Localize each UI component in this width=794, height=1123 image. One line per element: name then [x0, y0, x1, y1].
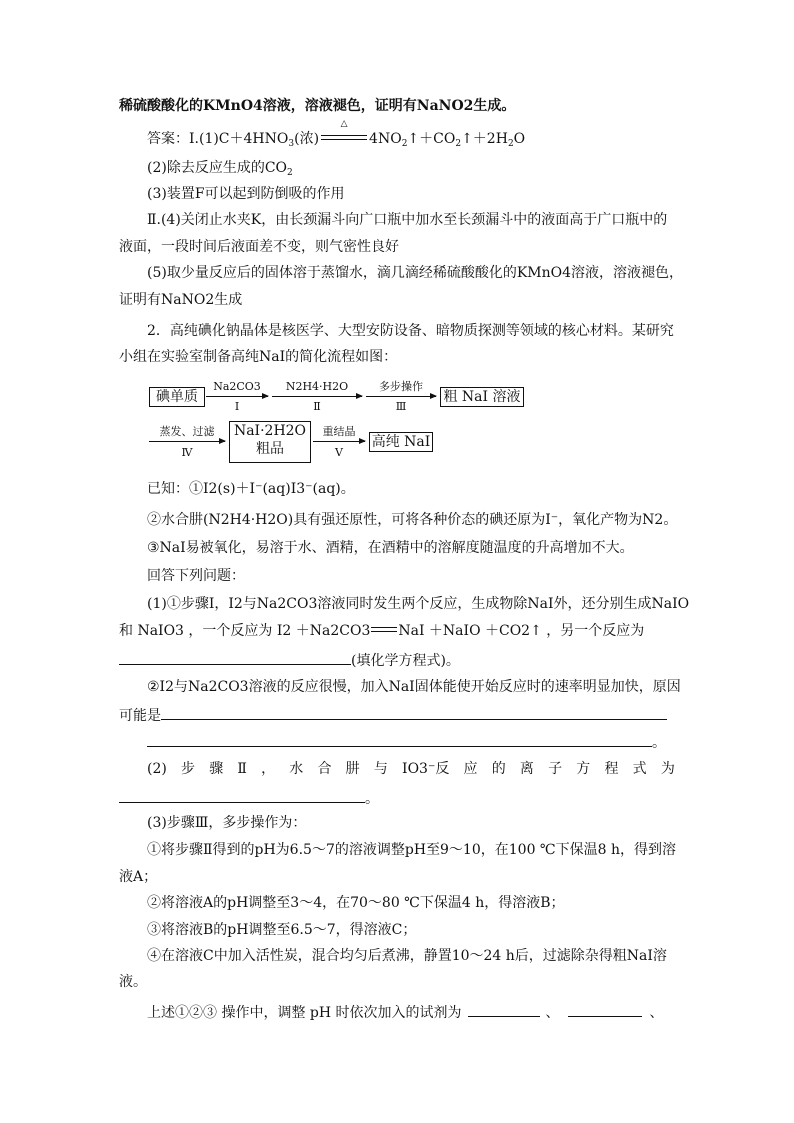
- answer-blank-5[interactable]: [468, 1001, 540, 1017]
- flow-arrow1-step: Ⅰ: [234, 400, 240, 413]
- s3-step1-a: ①将步骤Ⅱ得到的pH为6.5～7的溶液调整pH至9～10，在100 ℃下保温8 h，得到溶: [147, 842, 676, 858]
- answer-line-1: 答案：$Ⅰ.(1)C+4HNO_3$(浓) △ $4NO_2↑+CO_2↑+2H_2O$: [147, 119, 526, 149]
- s3-step2: ②将溶液A的pH调整至3～4，在70～80 ℃下保温4 h，得溶液B；: [147, 895, 565, 911]
- flow-crude-solution-box: 粗 NaI 溶液: [440, 387, 524, 407]
- answer-line-3: (3)装置F可以起到防倒吸的作用: [147, 186, 345, 202]
- reaction-condition-sign: △: [319, 129, 369, 149]
- answer-label: 答案：: [147, 131, 189, 147]
- flow-crude-label: 粗品: [256, 441, 284, 457]
- known-2: ②水合肼(N2H4·H2O)具有强还原性，可将各种价态的碘还原为I⁻，氧化产物为N2。: [147, 512, 678, 528]
- answer-line-2: (2)除去反应生成的$CO_2$: [147, 160, 293, 178]
- intro-end-text: 稀硫酸酸化的KMnO4溶液，溶液褪色，证明有NaNO2生成。: [119, 98, 516, 114]
- ask-line: 回答下列问题：: [147, 568, 245, 584]
- s3-step3: ③将溶液B的pH调整至6.5～7，得溶液C；: [147, 922, 417, 938]
- flow-arrow4-label: 蒸发、过滤: [159, 425, 215, 438]
- flow-arrow3-label: 多步操作: [379, 380, 423, 393]
- answer-line-4a: Ⅱ.(4)关闭止水夹K，由长颈漏斗向广口瓶中加水至长颈漏斗中的液面高于广口瓶中的: [147, 212, 668, 228]
- answer-line-4b: 液面，一段时间后液面差不变，则气密性良好: [119, 239, 399, 255]
- flow-arrow2-step: Ⅱ: [313, 400, 321, 413]
- s1-line-f: 。: [147, 731, 675, 753]
- equals-sign: [371, 627, 397, 632]
- s3-step1-b: 液A；: [119, 869, 158, 885]
- flow-start-box: 碘单质: [149, 387, 205, 407]
- s1-line-c: (填化学方程式)。: [119, 649, 675, 671]
- answer-blank-1[interactable]: [119, 649, 351, 665]
- flow-arrow-5: [313, 441, 365, 442]
- answer-blank-2[interactable]: [161, 704, 667, 720]
- flow-arrow-2: [272, 396, 362, 397]
- flow-arrow5-step: Ⅴ: [335, 446, 343, 459]
- s3-head: (3)步骤Ⅲ，多步操作为：: [147, 815, 307, 831]
- s1-line-b: 和 NaIO3 ，一个反应为 I2 ＋Na2CO3 NaI ＋NaIO ＋CO2↑ ，另一个反应为: [119, 623, 645, 639]
- flow-arrow-1: [206, 396, 268, 397]
- answer-line-5b: 证明有NaNO2生成: [119, 292, 243, 308]
- flow-arrow-3: [366, 396, 436, 397]
- flow-crude-product-box: [229, 421, 311, 463]
- flow-arrow2-label: N2H4·H2O: [285, 380, 349, 393]
- flow-crude-formula: NaI·2H2O: [233, 423, 307, 439]
- s1-line-d: ②I2与Na2CO3溶液的反应很慢，加入NaI固体能使开始反应时的速率明显加快，原因: [147, 679, 681, 695]
- answer-blank-4[interactable]: [119, 787, 365, 803]
- flow-arrow3-step: Ⅲ: [395, 400, 407, 413]
- flow-arrow1-label: Na2CO3: [213, 380, 261, 393]
- q2-intro-b: 小组在实验室制备高纯NaI的简化流程如图：: [119, 349, 398, 365]
- s1-line-e: 可能是: [119, 704, 675, 726]
- s3-question: 上述①②③ 操作中，调整 pH 时依次加入的试剂为 、 、: [147, 1001, 675, 1023]
- s3-step4-b: 液。: [119, 974, 147, 990]
- known-1: 已知：①I2(s)＋I⁻(aq)I3⁻(aq)。: [147, 481, 355, 497]
- intro-end-line: [119, 96, 675, 116]
- flow-arrow5-label: 重结晶: [322, 425, 356, 438]
- flow-arrow-4: [149, 441, 225, 442]
- q2-intro-a: 2．高纯碘化钠晶体是核医学、大型安防设备、暗物质探测等领域的核心材料。某研究: [147, 323, 674, 339]
- s2-line: (2) 步 骤 Ⅱ ， 水 合 肼 与 IO3⁻反 应 的 离 子 方 程 式 为: [147, 761, 675, 777]
- known-3: ③NaI易被氧化，易溶于水、酒精，在酒精中的溶解度随温度的升高增加不大。: [147, 540, 634, 556]
- answer-line-5a: (5)取少量反应后的固体溶于蒸馏水，滴几滴经稀硫酸酸化的KMnO4溶液，溶液褪色，: [147, 265, 684, 281]
- s2-line-b: 。: [119, 787, 675, 809]
- flow-pure-box: 高纯 NaI: [369, 432, 433, 452]
- flow-arrow4-step: Ⅳ: [181, 446, 193, 459]
- s3-step4-a: ④在溶液C中加入活性炭，混合均匀后煮沸，静置10～24 h后，过滤除杂得粗NaI溶: [147, 948, 667, 964]
- s1-line-a: (1)①步骤Ⅰ，I2与Na2CO3溶液同时发生两个反应，生成物除NaI外，还分别生成NaIO: [147, 596, 690, 612]
- answer-blank-3[interactable]: [147, 731, 652, 747]
- answer-blank-6[interactable]: [568, 1001, 642, 1017]
